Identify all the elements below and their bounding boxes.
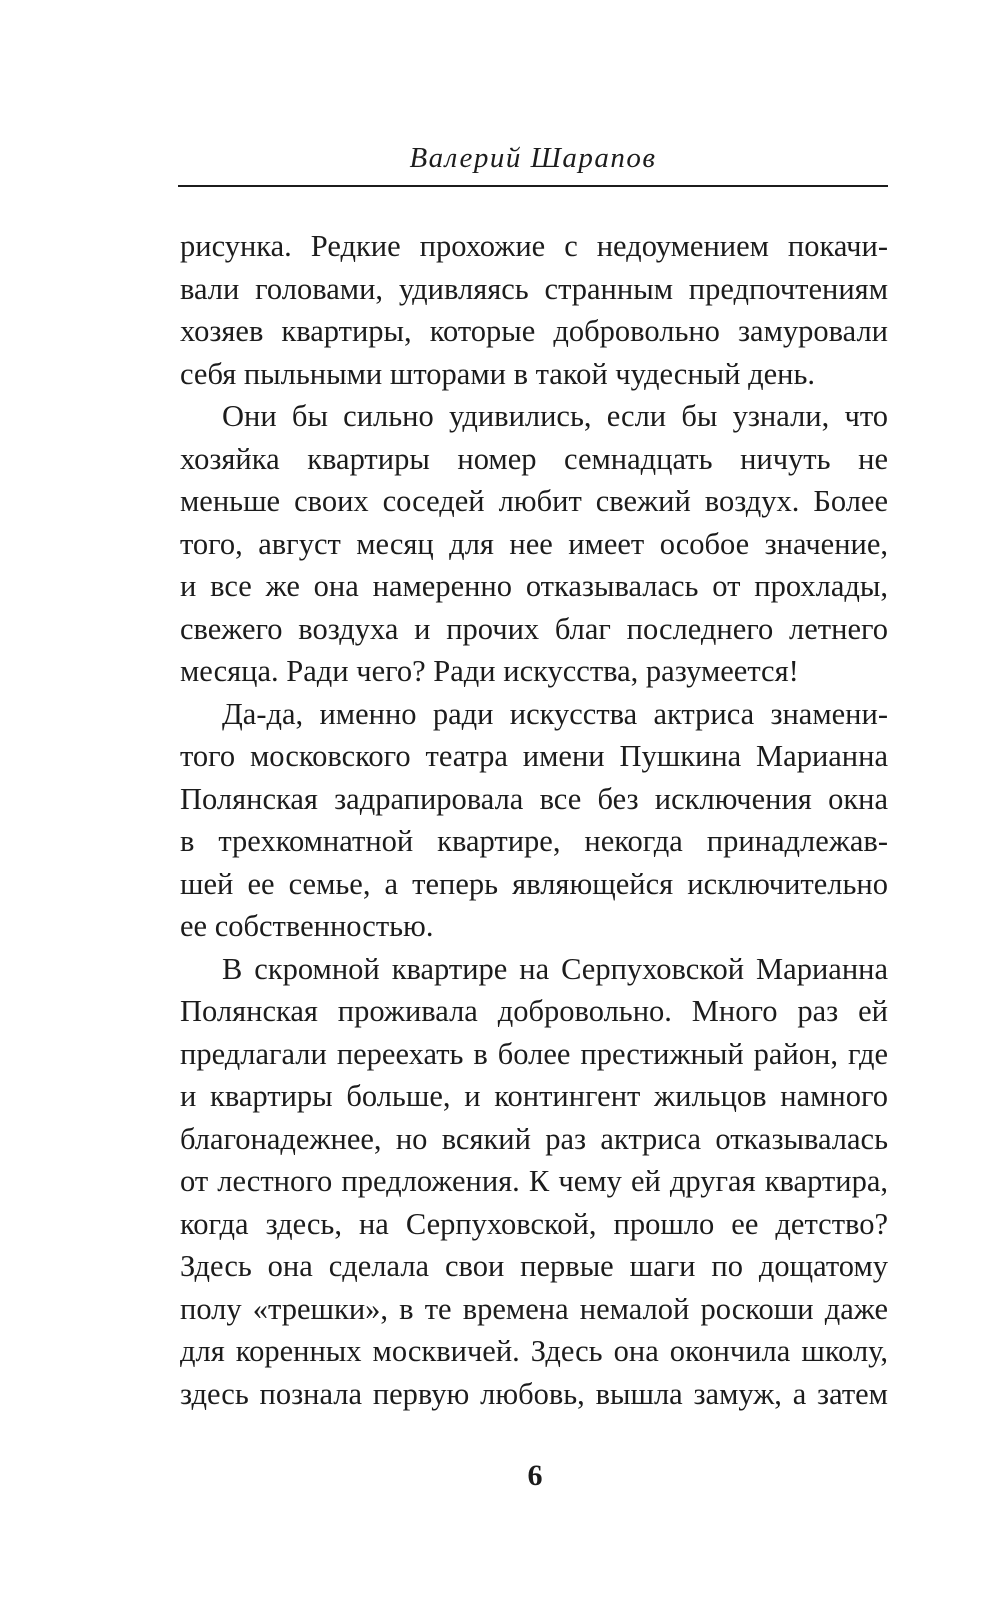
page-number: 6: [527, 1459, 543, 1492]
text-line: от лестного предложения. К чему ей другая квартира,: [180, 1164, 888, 1198]
text-line: для коренных москвичей. Здесь она окончила школу,: [180, 1334, 888, 1368]
text-line: и квартиры больше, и контингент жильцов намного: [180, 1079, 888, 1113]
body-text: [180, 225, 888, 1415]
text-line: меньше своих соседей любит свежий воздух. Более: [180, 484, 888, 518]
text-line: ее собственностью.: [180, 909, 434, 943]
text-line: здесь познала первую любовь, вышла замуж, а затем: [180, 1376, 888, 1411]
text-line: хозяйка квартиры номер семнадцать ничуть не: [180, 441, 888, 476]
text-line: себя пыльными шторами в такой чудесный день.: [180, 356, 815, 391]
text-line: и все же она намеренно отказывалась от прохлады,: [180, 569, 888, 603]
text-line: вали головами, удивляясь странным предпочтениям: [180, 271, 888, 306]
running-head: Валерий Шарапов: [409, 142, 657, 174]
text-line: Полянская задрапировала все без исключения окна: [180, 781, 888, 816]
text-line: в трехкомнатной квартире, некогда принадлежав-: [180, 824, 888, 858]
text-line: Они бы сильно удивились, если бы узнали, что: [222, 399, 888, 433]
text-line: хозяев квартиры, которые добровольно замуровали: [180, 314, 888, 348]
text-line: полу «трешки», в те времена немалой роскоши даже: [180, 1291, 888, 1326]
text-line: Здесь она сделала свои первые шаги по дощатому: [180, 1249, 888, 1283]
text-line: шей ее семье, а теперь являющейся исключительно: [180, 866, 888, 901]
text-line: В скромной квартире на Серпуховской Марианна: [222, 951, 888, 986]
text-line: месяца. Ради чего? Ради искусства, разумеется!: [180, 654, 799, 688]
text-line: того, август месяц для нее имеет особое значение,: [180, 526, 888, 561]
text-line: свежего воздуха и прочих благ последнего летнего: [180, 611, 888, 646]
text-line: Да-да, именно ради искусства актриса знамени-: [222, 696, 888, 731]
text-line: предлагали переехать в более престижный район, где: [180, 1036, 888, 1071]
header-rule: [178, 185, 888, 187]
text-line: благонадежнее, но всякий раз актриса отказывалась: [180, 1121, 888, 1156]
text-line: того московского театра имени Пушкина Марианна: [180, 739, 888, 773]
text-line: Полянская проживала добровольно. Много раз ей: [180, 994, 888, 1028]
text-line: когда здесь, на Серпуховской, прошло ее детство?: [180, 1206, 888, 1241]
text-line: рисунка. Редкие прохожие с недоумением покачи-: [180, 229, 888, 263]
